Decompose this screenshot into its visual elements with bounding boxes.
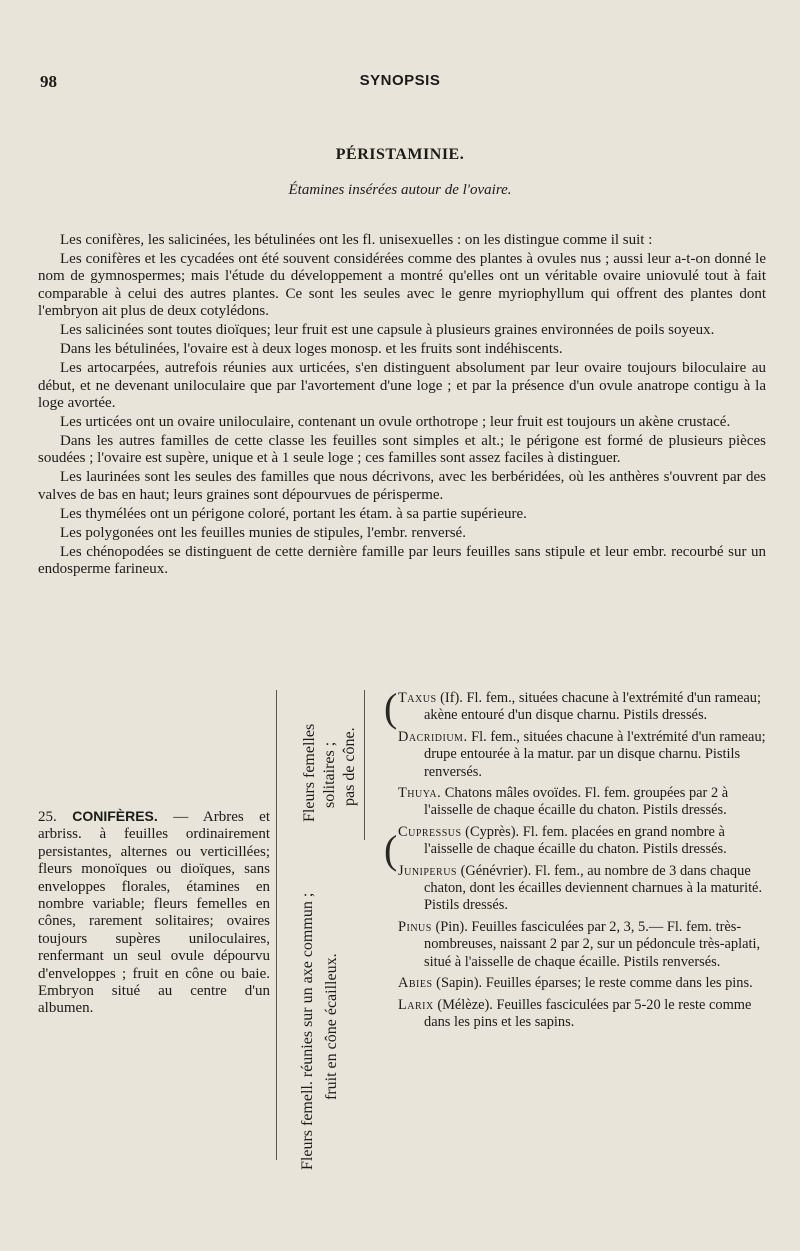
vertical-label-grouped-1: Fleurs femell. réunies sur un axe commun ; [299,892,316,1170]
brace-top: ( [384,685,398,730]
vertical-label-solitary-2: solitaires ; [321,741,338,808]
genera-list [398,690,766,1035]
list-item: Thuya. Chatons mâles ovoïdes. Fl. fem. groupées par 2 à l'aisselle de chaque écaille du chaton. Pistils dressés. [398,785,729,819]
list-item: Dacridium. Fl. fem., situées chacune à l'extrémité d'un rameau; drupe entourée à la matur. par un disque charnu. Pistils renversés. [398,728,766,780]
page-number: 98 [40,72,57,91]
vertical-label-grouped-2: fruit en cône écailleux. [323,953,340,1100]
list-item: Abies (Sapin). Feuilles éparses; le reste comme dans les pins. [398,975,753,992]
paragraph: Dans les bétulinées, l'ovaire est à deux loges monosp. et les fruits sont indéhiscents. [60,341,563,358]
paragraph: Les conifères, les salicinées, les bétulinées ont les fl. unisexuelles : on les distingue comme il suit : [60,232,653,248]
vertical-label-solitary-3: pas de cône. [341,727,358,806]
bracket-rule-right [364,690,365,840]
paragraph: Les chénopodées se distinguent de cette dernière famille par leurs feuilles sans stipule et leur embr. recourbé sur un endosperme farineux. [38,543,766,578]
paragraph: Les conifères et les cycadées ont été souvent considérées comme des plantes à ovules nus ; aussi leur a-t-on donné le nom de gymnospermes; mais l'étude du développement a montré qu'elles ont un véritable ovaire uniovulé tout à fait comparable à celui des autres plantes. Ce sont les seules avec le genre myriophyllum qui offrent des plantes dont l'embryon ait plus de deux cotylédons. [38,251,766,320]
list-item: Pinus (Pin). Feuilles fasciculées par 2, 3, 5.— Fl. fem. très-nombreuses, naissant 2 par 2, sur un pédoncule très-aplati, situé à l'aisselle de chaque écaille. Pistils renversés. [398,918,761,970]
paragraph: Les artocarpées, autrefois réunies aux urticées, s'en distinguent absolument par leur ovaire toujours biloculaire au début, et ne devenant uniloculaire que par l'avortement d'une loge ; et par la présence d'un ovule anatrope contigu à la loge avortée. [38,360,766,412]
genus-name: Abies [398,975,433,992]
paragraph: Les thymélées ont un périgone coloré, portant les étam. à sa partie supérieure. [60,505,527,522]
family-text: — Arbres et arbriss. à feuilles ordinairement persistantes, alternes ou verticillées; fleurs monoïques ou dioïques, sans enveloppes florales, étamines en nombre variable; fleurs femelles en cônes, rarement solitaires; ovaires toujours supères uniloculaires, renfermant un seul ovule dépourvu d'enveloppes ; fruit en cône ou baie. Embryon situé au centre d'un albumen. [38,809,271,1017]
genus-name: Taxus [398,690,437,706]
list-item: Cupressus (Cyprès). Fl. fem. placées en grand nombre à l'aisselle de chaque écaille du chaton. Pistils dressés. [398,823,727,858]
genus-name: Pinus [398,918,432,935]
genus-name: Juniperus [398,862,457,879]
section-subtitle: Étamines insérées autour de l'ovaire. [288,182,512,198]
genus-name: Dacridium. [398,728,468,745]
genus-name: Cupressus [398,823,462,840]
list-item: Juniperus (Génévrier). Fl. fem., au nombre de 3 dans chaque chaton, dont les écailles deviennent charnues à la maturité. Pistils dressés. [398,862,763,914]
section-title: PÉRISTAMINIE. [335,146,465,163]
paragraph: Les polygonées ont les feuilles munies de stipules, l'embr. renversé. [60,524,466,541]
bracket-rule-left [276,690,277,1160]
page-header [40,72,760,100]
running-head: SYNOPSIS [359,72,441,89]
list-item: Taxus (If). Fl. fem., situées chacune à l'extrémité d'un rameau; akène entouré d'un disque charnu. Pistils dressés. [398,690,761,724]
brace-bottom: ( [384,827,398,872]
paragraph: Les salicinées sont toutes dioïques; leur fruit est une capsule à plusieurs graines environnées de poils soyeux. [60,322,715,339]
list-item: Larix (Mélèze). Feuilles fasciculées par 5-20 le reste comme dans les pins et les sapins. [398,996,752,1030]
paragraph: Les laurinées sont les seules des familles que nous décrivons, avec les berbéridées, où les anthères s'ouvrent par des valves de bas en haut; leurs graines sont dépourvues de périsperme. [38,469,766,503]
conifer-description [38,808,270,1018]
genus-name: Thuya. [398,785,442,802]
paragraph: Dans les autres familles de cette classe les feuilles sont simples et alt.; le périgone est formé de plusieurs pièces soudées ; l'ovaire est supère, unique et à 1 seule loge ; ces familles sont assez faciles à distinguer. [38,433,766,467]
body-text [38,232,766,580]
family-number: 25. [38,809,57,825]
genus-name: Larix [398,996,434,1013]
paragraph: Les urticées ont un ovaire uniloculaire, contenant un ovule orthotrope ; leur fruit est toujours un akène crustacé. [60,414,731,431]
vertical-label-solitary-1: Fleurs femelles [301,723,318,822]
family-heading: CONIFÈRES. [72,808,158,824]
